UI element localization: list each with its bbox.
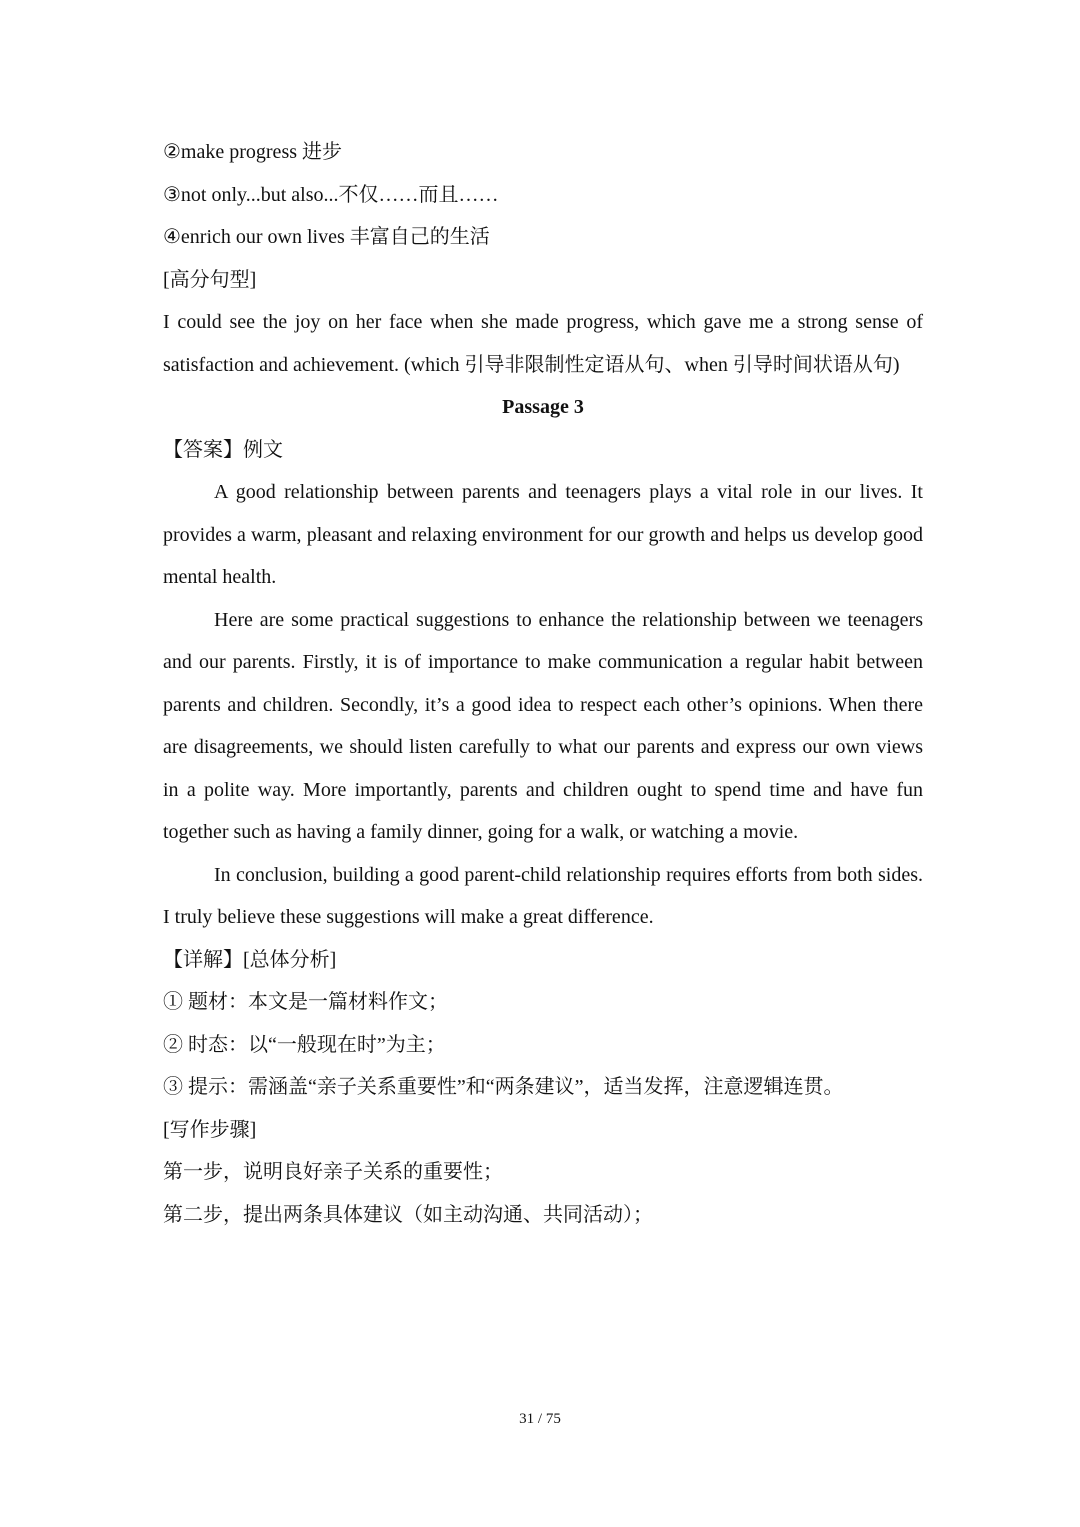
- page-content: [163, 131, 923, 1236]
- essay-paragraph: Here are some practical suggestions to enhance the relationship between we teenagers and our parents. Firstly, it is of importance to make communication a regular habit between parents and children. Secondly, it’s a good idea to respect each other’s opinions. When there are disagreements, we should listen carefully to what our parents and express our own views in a polite way. More importantly, parents and children ought to spend time and have fun together such as having a family dinner, going for a walk, or watching a movie.: [163, 608, 923, 843]
- analysis-label: 【详解】[总体分析]: [163, 948, 337, 971]
- phrase-item-3: ③not only...but also...不仅……而且……: [163, 183, 499, 206]
- page-number: 31 / 75: [519, 1411, 561, 1427]
- analysis-item: ③ 提示：需涵盖“亲子关系重要性”和“两条建议”，适当发挥，注意逻辑连贯。: [163, 1076, 844, 1098]
- essay-paragraph: In conclusion, building a good parent-child relationship requires efforts from both sides. I truly believe these suggestions will make a great difference.: [163, 863, 923, 928]
- writing-steps-label: [写作步骤]: [163, 1118, 257, 1141]
- writing-step: 第二步，提出两条具体建议（如主动沟通、共同活动）；: [163, 1203, 653, 1226]
- sentence-pattern-text: I could see the joy on her face when she made progress, which gave me a strong sense of satisfaction and achievement. (which 引导非限制性定语从句、when 引导时间状语从句): [163, 311, 923, 376]
- phrase-item-2: ②make progress 进步: [163, 141, 343, 163]
- writing-step: 第一步，说明良好亲子关系的重要性；: [163, 1161, 503, 1183]
- sentence-pattern-label: [高分句型]: [163, 268, 257, 291]
- phrase-item-4: ④enrich our own lives 丰富自己的生活: [163, 226, 490, 248]
- analysis-item: ② 时态：以“一般现在时”为主；: [163, 1033, 446, 1056]
- answer-label: 【答案】例文: [163, 438, 283, 461]
- analysis-item: ① 题材：本文是一篇材料作文；: [163, 991, 448, 1013]
- passage-title: Passage 3: [502, 396, 584, 418]
- essay-paragraph: A good relationship between parents and teenagers plays a vital role in our lives. It provides a warm, pleasant and relaxing environment for our growth and helps us develop good mental health.: [163, 481, 923, 588]
